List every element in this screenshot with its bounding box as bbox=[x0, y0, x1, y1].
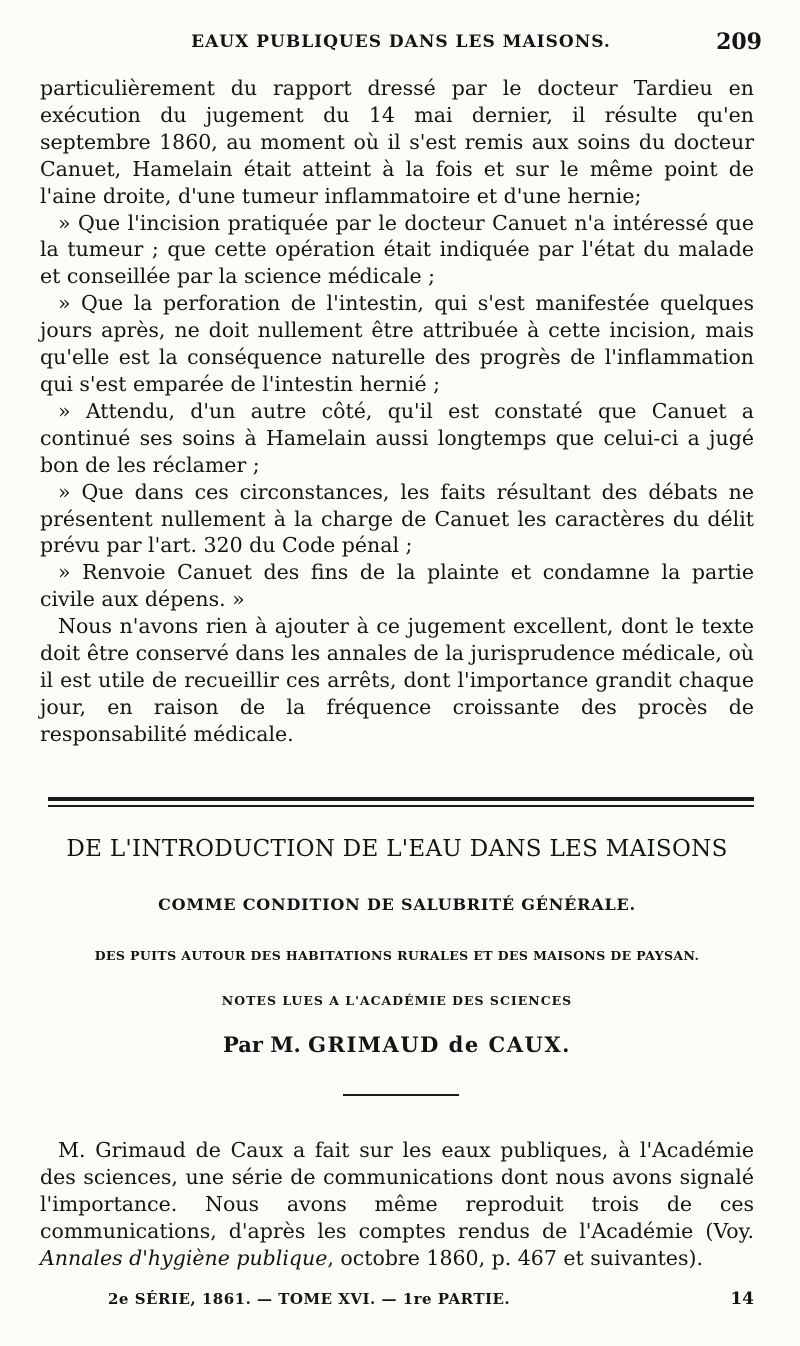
divider-thin-line bbox=[48, 805, 754, 807]
series-line: 2e SÉRIE, 1861. — TOME XVI. — 1re PARTIE. bbox=[108, 1290, 511, 1308]
paragraph: » Que l'incision pratiquée par le docteur Canuet n'a intéressé que la tumeur ; que cette opération était indiquée par l'état du malade et conseillée par la science médicale ; bbox=[40, 210, 754, 289]
paragraph: Nous n'avons rien à ajouter à ce jugement excellent, dont le texte doit être conservé dans les annales de la jurisprudence médicale, où il est utile de recueillir ces arrêts, dont l'importance grandit chaque jour, en raison de la fréquence croissante des procès de responsabilité médicale. bbox=[40, 614, 754, 746]
article-title: DE L'INTRODUCTION DE L'EAU DANS LES MAISONS bbox=[66, 836, 728, 862]
author-prefix: Par M. bbox=[223, 1032, 301, 1057]
judgment-text bbox=[40, 75, 754, 748]
paragraph: » Attendu, d'un autre côté, qu'il est constaté que Canuet a continué ses soins à Hamelain aussi longtemps que celui-ci a jugé bon de les réclamer ; bbox=[40, 398, 754, 477]
short-divider bbox=[343, 1094, 459, 1096]
author-byline bbox=[40, 1032, 754, 1057]
paragraph bbox=[40, 1137, 754, 1272]
page-header bbox=[40, 29, 762, 60]
article-subtitle: COMME CONDITION DE SALUBRITÉ GÉNÉRALE. bbox=[158, 895, 636, 914]
page-footer bbox=[40, 1290, 754, 1316]
paragraph: » Renvoie Canuet des fins de la plainte et condamne la partie civile aux dépens. » bbox=[40, 560, 754, 612]
article-text bbox=[40, 1137, 754, 1272]
paragraph: » Que dans ces circonstances, les faits résultant des débats ne présentent nullement à la charge de Canuet les caractères du délit prévu par l'art. 320 du Code pénal ; bbox=[40, 479, 754, 558]
academy-note: NOTES LUES A L'ACADÉMIE DES SCIENCES bbox=[221, 993, 573, 1008]
paragraph: particulièrement du rapport dressé par le docteur Tardieu en exécution du jugement du 14 mai dernier, il résulte qu'en septembre 1860, au moment où il s'est remis aux soins du docteur Canuet, Hamelain était atteint à la fois et sur le même point de l'aine droite, d'une tumeur inflammatoire et d'une hernie; bbox=[40, 76, 754, 208]
paragraph: » Que la perforation de l'intestin, qui s'est manifestée quelques jours après, ne doit nullement être attribuée à cette incision, mais qu'elle est la conséquence naturelle des progrès de l'inflammation qui s'est emparée de l'intestin hernié ; bbox=[40, 291, 754, 396]
author-name: GRIMAUD de CAUX. bbox=[308, 1032, 571, 1057]
section-divider bbox=[48, 797, 754, 807]
article-sub-subtitle: DES PUITS AUTOUR DES HABITATIONS RURALES ET DES MAISONS DE PAYSAN. bbox=[94, 948, 700, 963]
paragraph-text: M. Grimaud de Caux a fait sur les eaux publiques, à l'Académie des sciences, une série de communications dont nous avons signalé l'importance. Nous avons même reproduit trois de ces communications, d'après les comptes rendus de l'Académie (Voy. bbox=[40, 1138, 754, 1243]
paragraph-text: , octobre 1860, p. 467 et suivantes). bbox=[327, 1245, 703, 1270]
signature-number: 14 bbox=[730, 1289, 754, 1309]
journal-title: Annales d'hygiène publique bbox=[40, 1245, 328, 1270]
running-title: EAUX PUBLIQUES DANS LES MAISONS. bbox=[191, 32, 611, 52]
page-number: 209 bbox=[716, 29, 762, 55]
divider-thick-line bbox=[48, 797, 754, 801]
